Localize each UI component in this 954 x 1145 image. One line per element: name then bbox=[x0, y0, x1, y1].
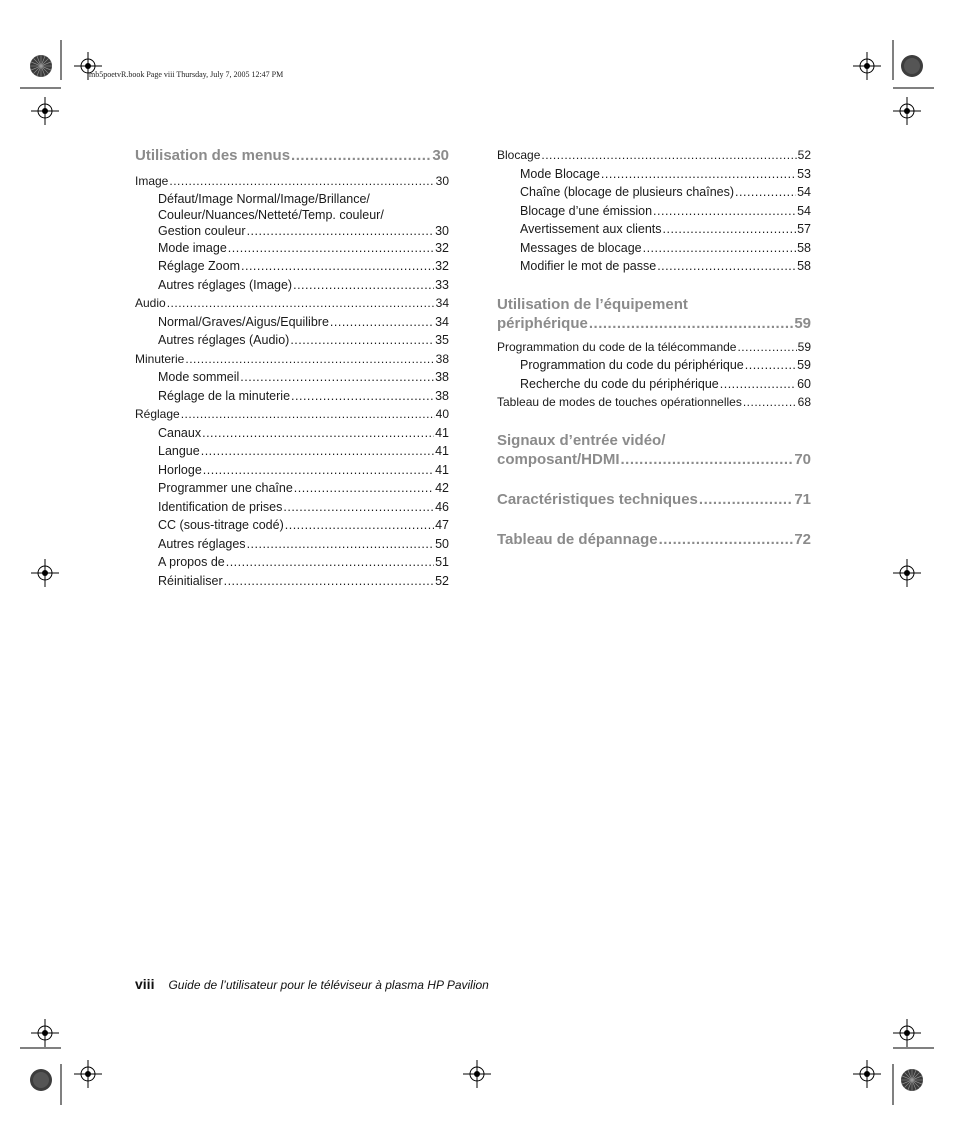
toc-entry-autres-reglages-image[interactable]: Autres réglages (Image) ..... 33 bbox=[135, 276, 449, 295]
toc-page-number: 71 bbox=[794, 490, 811, 508]
toc-section-title: Tableau de dépannage bbox=[497, 530, 658, 548]
toc-entry-line: Couleur/Nuances/Netteté/Temp. couleur/ bbox=[158, 207, 384, 222]
toc-entry-modifier-mot-de-passe[interactable]: Modifier le mot de passe ..... 58 bbox=[497, 257, 811, 276]
toc-leader-dots bbox=[659, 530, 794, 549]
toc-entry-reglage-zoom[interactable]: Réglage Zoom ..... 32 bbox=[135, 257, 449, 276]
toc-entry-mode-image[interactable]: Mode image ..... 32 bbox=[135, 239, 449, 258]
toc-entry-reglage[interactable]: Réglage ..... 40 bbox=[135, 405, 449, 424]
toc-section-equipement-peripherique[interactable] bbox=[497, 295, 811, 333]
toc-entry-autres-reglages[interactable]: Autres réglages ..... 50 bbox=[135, 535, 449, 554]
toc-entry-mode-sommeil[interactable]: Mode sommeil ..... 38 bbox=[135, 368, 449, 387]
toc-entry-autres-reglages-audio[interactable]: Autres réglages (Audio) ..... 35 bbox=[135, 331, 449, 350]
toc-section-caracteristiques[interactable] bbox=[497, 490, 811, 509]
toc-section-signaux-entree[interactable] bbox=[497, 431, 811, 469]
toc-leader-dots bbox=[291, 146, 431, 165]
toc-page-number: 30 bbox=[432, 147, 449, 164]
toc-section-title: Utilisation de l’équipement bbox=[497, 295, 688, 313]
toc-section-title: Utilisation des menus bbox=[135, 147, 291, 164]
toc-entry-programmation-telecommande[interactable]: Programmation du code de la télécommande ..... 59 bbox=[497, 338, 811, 357]
toc-section-depannage[interactable] bbox=[497, 530, 811, 549]
toc-entry-langue[interactable]: Langue ..... 41 bbox=[135, 442, 449, 461]
toc-entry-reglage-minuterie[interactable]: Réglage de la minuterie ..... 38 bbox=[135, 387, 449, 406]
footer-page-number: viii bbox=[135, 976, 155, 992]
toc-entry-tableau-modes-touches[interactable]: Tableau de modes de touches opérationnelles ..... 68 bbox=[497, 393, 811, 412]
toc-entry-audio[interactable]: Audio ..... 34 bbox=[135, 294, 449, 313]
toc-entry-chaine-blocage[interactable]: Chaîne (blocage de plusieurs chaînes) ..... 54 bbox=[497, 183, 811, 202]
toc-entry-identification-prises[interactable]: Identification de prises ..... 46 bbox=[135, 498, 449, 517]
toc-leader-dots bbox=[621, 450, 794, 469]
toc-section-utilisation-des-menus[interactable] bbox=[135, 146, 449, 165]
toc-section-title: Signaux d’entrée vidéo/ bbox=[497, 431, 666, 449]
toc-entry-mode-blocage[interactable]: Mode Blocage ..... 53 bbox=[497, 165, 811, 184]
toc-entry-blocage-emission[interactable]: Blocage d’une émission ..... 54 bbox=[497, 202, 811, 221]
toc-page-number: 59 bbox=[794, 314, 811, 332]
toc-entry-programmation-peripherique[interactable]: Programmation du code du périphérique ..... 59 bbox=[497, 356, 811, 375]
toc-entry-blocage[interactable]: Blocage ..... 52 bbox=[497, 146, 811, 165]
toc-entry-cc-sous-titrage[interactable]: CC (sous-titrage codé) ..... 47 bbox=[135, 516, 449, 535]
toc-leader-dots bbox=[699, 490, 793, 509]
toc-entry-avertissement-clients[interactable]: Avertissement aux clients ..... 57 bbox=[497, 220, 811, 239]
toc-entry-recherche-code[interactable]: Recherche du code du périphérique ..... 60 bbox=[497, 375, 811, 394]
toc-entry-minuterie[interactable]: Minuterie ..... 38 bbox=[135, 350, 449, 369]
toc-entry-messages-blocage[interactable]: Messages de blocage ..... 58 bbox=[497, 239, 811, 258]
toc-leader-dots bbox=[589, 314, 793, 333]
toc-entry-normal-graves[interactable]: Normal/Graves/Aigus/Equilibre ..... 34 bbox=[135, 313, 449, 332]
toc-entry-a-propos-de[interactable]: A propos de ..... 51 bbox=[135, 553, 449, 572]
footer-guide-title: Guide de l’utilisateur pour le téléviseur à plasma HP Pavilion bbox=[168, 978, 489, 992]
print-header-line: mb5poetvR.book Page viii Thursday, July 7, 2005 12:47 PM bbox=[89, 70, 284, 79]
page-footer bbox=[135, 976, 489, 992]
toc-entry-programmer-chaine[interactable]: Programmer une chaîne ..... 42 bbox=[135, 479, 449, 498]
toc-section-title: Caractéristiques techniques bbox=[497, 490, 698, 508]
toc-entry-image[interactable]: Image ..... 30 bbox=[135, 172, 449, 191]
toc-entry-line: Défaut/Image Normal/Image/Brillance/ bbox=[158, 191, 370, 206]
toc-page-number: 72 bbox=[794, 530, 811, 548]
toc-section-title: périphérique bbox=[497, 314, 588, 332]
toc-section-title: composant/HDMI bbox=[497, 450, 620, 468]
toc-entry-horloge[interactable]: Horloge ..... 41 bbox=[135, 461, 449, 480]
toc-right-column bbox=[497, 146, 811, 549]
toc-left-column bbox=[135, 146, 449, 590]
toc-entry-reinitialiser[interactable]: Réinitialiser ..... 52 bbox=[135, 572, 449, 591]
toc-entry-gestion-couleur[interactable]: Défaut/Image Normal/Image/Brillance/ Couleur/Nuances/Netteté/Temp. couleur/ Gestion couleur ..... 30 bbox=[135, 191, 449, 239]
toc-entry-canaux[interactable]: Canaux ..... 41 bbox=[135, 424, 449, 443]
toc-page-number: 70 bbox=[794, 450, 811, 468]
